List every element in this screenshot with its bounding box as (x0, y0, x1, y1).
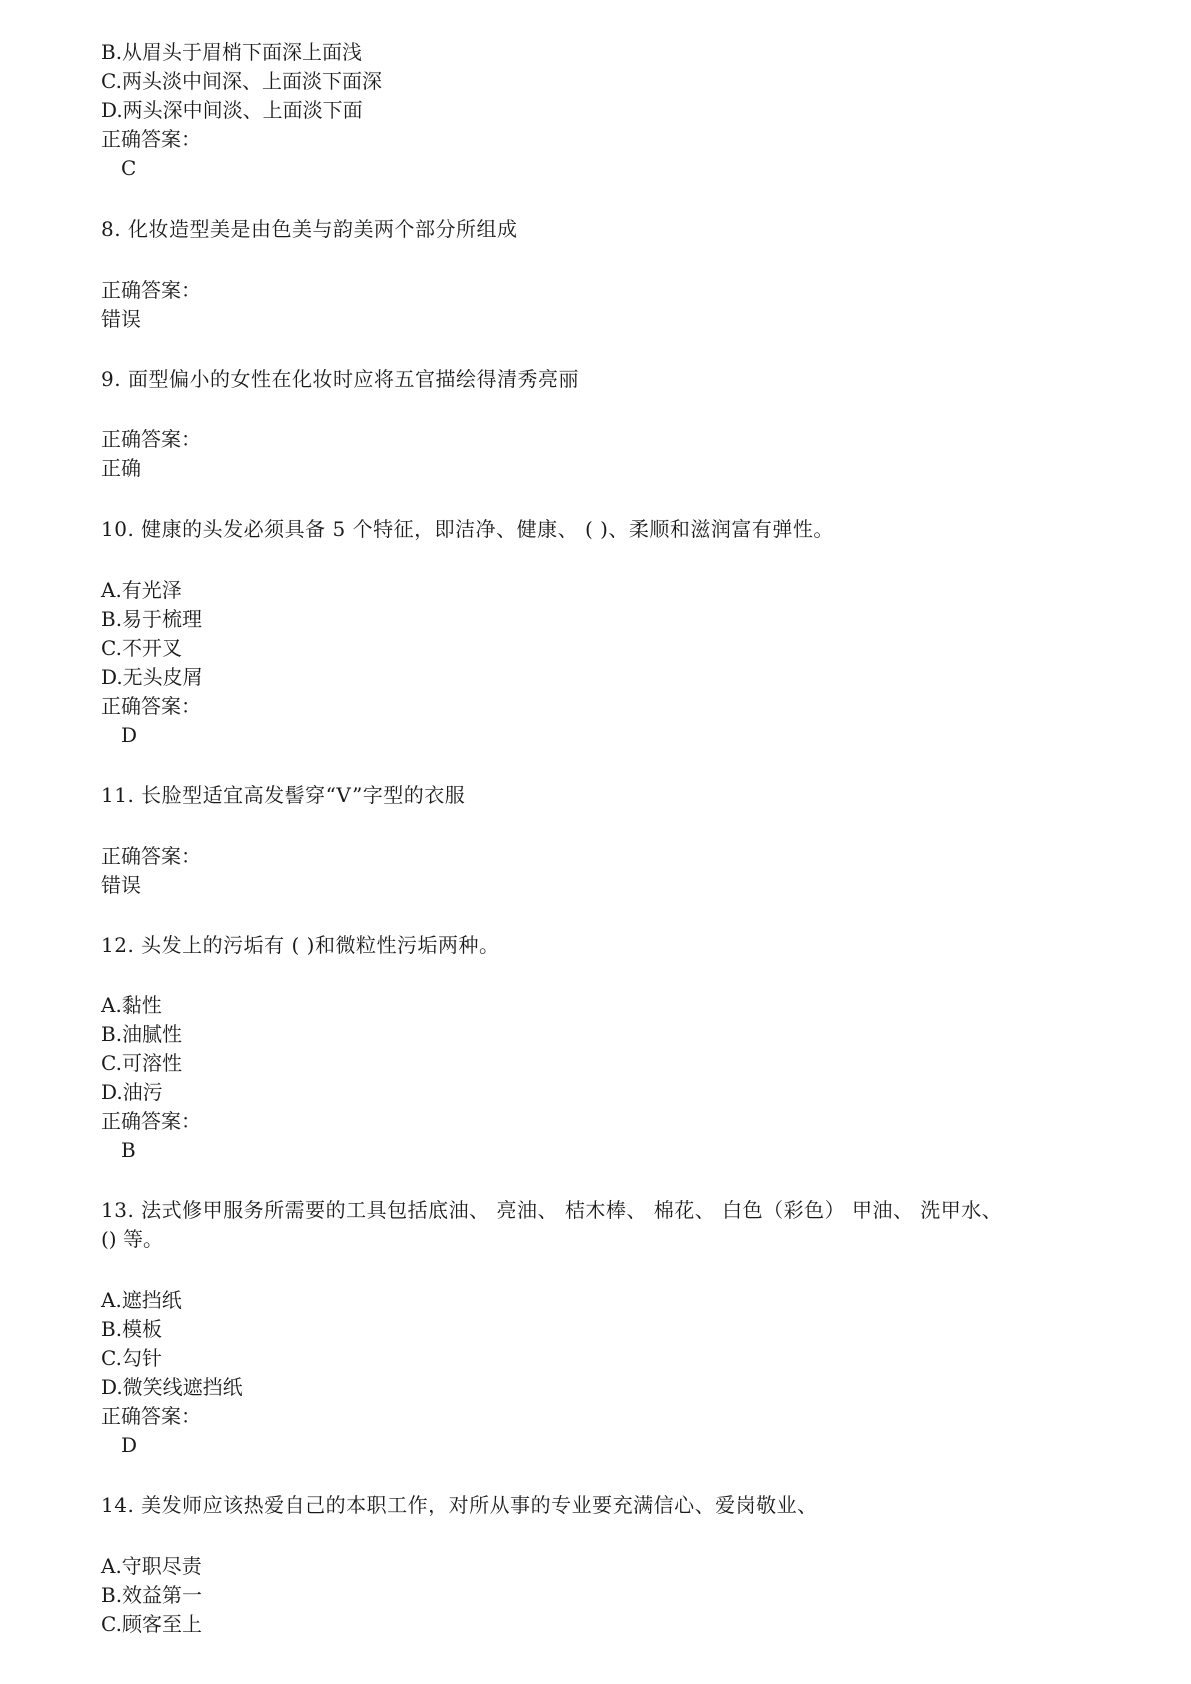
answer-value: D (121, 1433, 138, 1457)
option-c: C.勾针 (101, 1346, 162, 1370)
option-c: C.不开叉 (101, 636, 182, 660)
question-12: 12. 头发上的污垢有 ( )和微粒性污垢两种。 (101, 933, 500, 957)
option-b: B.易于梳理 (101, 607, 203, 631)
answer-label: 正确答案： (101, 694, 201, 718)
option-d: D.两头深中间淡、上面淡下面 (101, 98, 363, 122)
answer-value: 错误 (101, 873, 141, 897)
option-c: C.可溶性 (101, 1051, 182, 1075)
option-a: A.有光泽 (101, 578, 182, 602)
option-d: D.油污 (101, 1080, 163, 1104)
answer-label: 正确答案： (101, 278, 201, 302)
question-11: 11. 长脸型适宜高发髻穿“V”字型的衣服 (101, 783, 466, 807)
option-d: D.无头皮屑 (101, 665, 203, 689)
option-d: D.微笑线遮挡纸 (101, 1375, 243, 1399)
answer-label: 正确答案： (101, 427, 201, 451)
question-13: 13. 法式修甲服务所需要的工具包括底油、 亮油、 桔木棒、 棉花、 白色（彩色） 甲油、 洗甲水、 (101, 1198, 1003, 1222)
option-b: B.从眉头于眉梢下面深上面浅 (101, 40, 363, 64)
question-8: 8. 化妆造型美是由色美与韵美两个部分所组成 (101, 217, 518, 241)
answer-label: 正确答案： (101, 127, 201, 151)
question-13-continuation: () 等。 (101, 1227, 163, 1251)
answer-value: D (121, 723, 138, 747)
option-c: C.顾客至上 (101, 1612, 202, 1636)
answer-label: 正确答案： (101, 844, 201, 868)
option-b: B.模板 (101, 1317, 163, 1341)
question-10: 10. 健康的头发必须具备 5 个特征，即洁净、健康、 ( )、柔顺和滋润富有弹性。 (101, 517, 834, 541)
option-b: B.效益第一 (101, 1583, 203, 1607)
question-9: 9. 面型偏小的女性在化妆时应将五官描绘得清秀亮丽 (101, 367, 579, 391)
answer-value: 正确 (101, 456, 141, 480)
option-c: C.两头淡中间深、上面淡下面深 (101, 69, 382, 93)
answer-value: 错误 (101, 307, 141, 331)
answer-label: 正确答案： (101, 1404, 201, 1428)
answer-label: 正确答案： (101, 1109, 201, 1133)
answer-value: C (121, 156, 137, 180)
option-a: A.黏性 (101, 993, 162, 1017)
option-a: A.遮挡纸 (101, 1288, 182, 1312)
option-b: B.油腻性 (101, 1022, 183, 1046)
option-a: A.守职尽责 (101, 1554, 202, 1578)
question-14: 14. 美发师应该热爱自己的本职工作，对所从事的专业要充满信心、爱岗敬业、 (101, 1493, 818, 1517)
answer-value: B (121, 1138, 136, 1162)
